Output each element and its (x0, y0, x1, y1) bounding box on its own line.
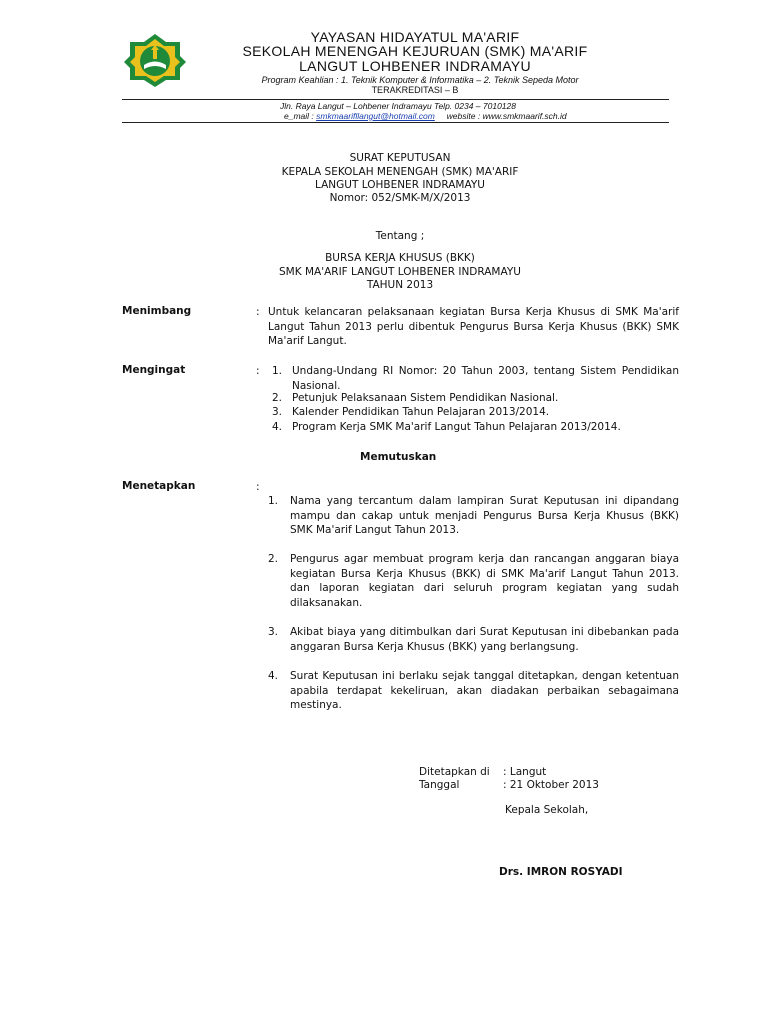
list-item (268, 625, 679, 654)
date-label: Tanggal (419, 779, 460, 791)
school-logo-icon (122, 32, 188, 88)
school-location: LANGUT LOHBENER INDRAMAYU (299, 58, 531, 74)
menetapkan-colon: : (256, 481, 260, 493)
signatory-position: Kepala Sekolah, (505, 804, 589, 816)
item-text: Undang-Undang RI Nomor: 20 Tahun 2003, tentang Sistem Pendidikan Nasional. (292, 365, 679, 392)
item-text: Akibat biaya yang ditimbulkan dari Surat Keputusan ini dibebankan pada anggaran Bursa Kerja Khusus (BKK) yang berlangsung. (290, 626, 679, 653)
item-text: Petunjuk Pelaksanaan Sistem Pendidikan Nasional. (292, 392, 559, 404)
item-number: 3. (268, 626, 279, 638)
menimbang-label: Menimbang (122, 305, 192, 317)
document-number: Nomor: 052/SMK-M/X/2013 (329, 192, 471, 204)
signatory-name: Drs. IMRON ROSYADI (499, 866, 623, 878)
about-school: SMK MA'ARIF LANGUT LOHBENER INDRAMAYU (279, 266, 521, 278)
place-value: : Langut (503, 766, 547, 778)
about-subject: BURSA KERJA KHUSUS (BKK) (325, 252, 475, 264)
school-name: SEKOLAH MENENGAH KEJURUAN (SMK) MA'ARIF (242, 43, 588, 59)
header-divider-bottom (122, 122, 669, 123)
contact-line (284, 111, 567, 121)
item-number: 1. (268, 495, 279, 507)
item-number: 3. (272, 406, 283, 418)
email-link[interactable]: smkmaarifllangut@hotmail.com (316, 111, 435, 121)
foundation-name: YAYASAN HIDAYATUL MA'ARIF (310, 29, 520, 45)
email-label: e_mail : (284, 111, 317, 121)
decision-heading: Memutuskan (360, 451, 437, 463)
list-item (272, 391, 679, 406)
menetapkan-label: Menetapkan (122, 480, 196, 492)
list-item (272, 420, 679, 435)
list-item (272, 405, 679, 420)
issuer-title: KEPALA SEKOLAH MENENGAH (SMK) MA'ARIF (281, 166, 519, 178)
about-year: TAHUN 2013 (366, 279, 434, 291)
list-item (268, 669, 679, 713)
issuer-location: LANGUT LOHBENER INDRAMAYU (315, 179, 485, 191)
header-divider (122, 99, 669, 100)
item-text: Surat Keputusan ini berlaku sejak tanggal ditetapkan, dengan ketentuan apabila terdapat kekeliruan, akan diadakan perbaikan sebagaimana mestinya. (290, 670, 679, 711)
mengingat-colon: : (256, 365, 260, 377)
school-address: Jln. Raya Langut – Lohbener Indramayu Telp. 0234 – 7010128 (280, 101, 516, 111)
website: website : www.smkmaarif.sch.id (446, 111, 567, 121)
item-text: Pengurus agar membuat program kerja dan rancangan anggaran biaya kegiatan Bursa Kerja Khusus (BKK) di SMK Ma'arif Langut Tahun 2013. dan laporan kegiatan dari seluruh program kegiatan yang sudah dilaksanakan. (290, 553, 679, 609)
item-number: 1. (272, 365, 283, 377)
list-item (272, 364, 679, 393)
item-text: Program Kerja SMK Ma'arif Langut Tahun Pelajaran 2013/2014. (292, 421, 621, 433)
menimbang-text: Untuk kelancaran pelaksanaan kegiatan Bursa Kerja Khusus di SMK Ma'arif Langut Tahun 2013 perlu dibentuk Pengurus Bursa Kerja Khusus (BKK) SMK Ma'arif Langut. (268, 306, 679, 347)
item-number: 2. (272, 392, 283, 404)
item-number: 4. (272, 421, 283, 433)
item-text: Nama yang tercantum dalam lampiran Surat Keputusan ini dipandang mampu dan cakap untuk menjadi Pengurus Bursa Kerja Khusus (BKK) SMK Ma'arif Langut Tahun 2013. (290, 495, 679, 536)
menimbang-colon: : (256, 306, 260, 318)
list-item (268, 494, 679, 538)
item-number: 2. (268, 553, 279, 565)
mengingat-label: Mengingat (122, 364, 186, 376)
about-label: Tentang ; (375, 230, 425, 242)
accreditation: TERAKREDITASI – B (371, 85, 459, 95)
item-number: 4. (268, 670, 279, 682)
program-list: Program Keahlian : 1. Teknik Komputer & Informatika – 2. Teknik Sepeda Motor (261, 75, 579, 85)
list-item (268, 552, 679, 610)
document-title: SURAT KEPUTUSAN (349, 152, 451, 164)
date-value: : 21 Oktober 2013 (503, 779, 599, 791)
item-text: Kalender Pendidikan Tahun Pelajaran 2013/2014. (292, 406, 550, 418)
place-label: Ditetapkan di (419, 766, 490, 778)
